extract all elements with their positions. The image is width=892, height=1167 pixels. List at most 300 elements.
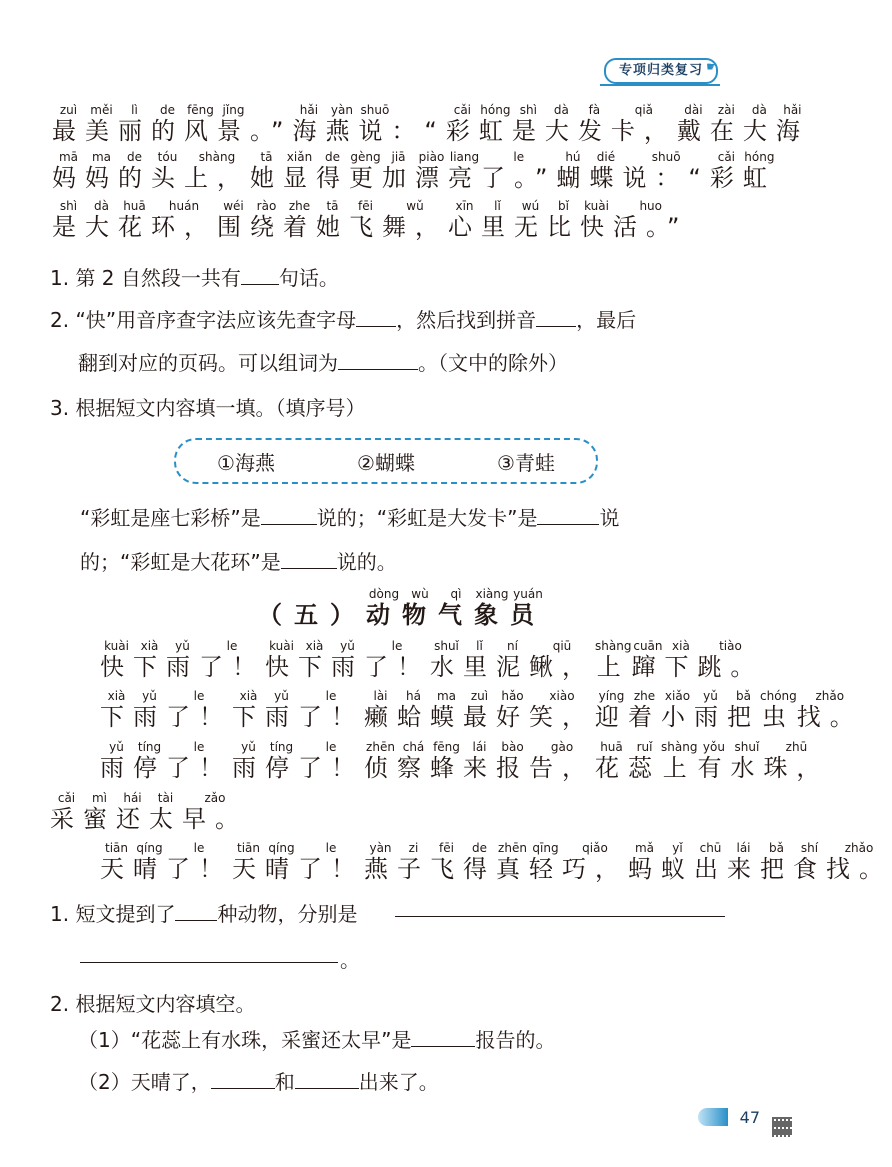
- hanzi-with-pinyin: 找。zhǎo: [796, 689, 863, 731]
- pinyin: huā: [595, 740, 628, 754]
- hanzi-with-pinyin: 大dà: [742, 103, 776, 145]
- pinyin: jiā: [382, 150, 415, 164]
- pinyin: yǒu: [697, 740, 731, 754]
- hanzi-with-pinyin: 虹hóng: [478, 103, 512, 145]
- pinyin: huo: [613, 199, 689, 213]
- hanzi-with-pinyin: 环，huán: [151, 199, 217, 241]
- hanzi-with-pinyin: 了！le: [298, 841, 364, 883]
- pointing-hand-icon: ☛: [706, 60, 718, 75]
- pinyin: xià: [664, 639, 698, 653]
- hanzi-with-pinyin: 花huā: [595, 740, 628, 782]
- pinyin: qīng: [529, 841, 562, 855]
- pinyin: xiǎo: [661, 689, 694, 703]
- header-divider: [600, 84, 720, 86]
- pinyin: shì: [52, 199, 85, 213]
- hanzi-with-pinyin: 绕rào: [250, 199, 283, 241]
- hanzi-with-pinyin: 蝴hú: [556, 150, 590, 192]
- hanzi-with-pinyin: 下xià: [100, 689, 133, 731]
- pinyin: mǎ: [628, 841, 661, 855]
- pinyin: zuì: [52, 103, 85, 117]
- pinyin: xiǎn: [283, 150, 316, 164]
- hanzi-with-pinyin: 。”: [250, 117, 293, 145]
- poem-line-1: [100, 639, 764, 681]
- pinyin: chū: [694, 841, 727, 855]
- pinyin: zhe: [283, 199, 316, 213]
- pinyin: qíng: [133, 841, 166, 855]
- hanzi-with-pinyin: 丽lì: [118, 103, 151, 145]
- hanzi-with-pinyin: 气qì: [438, 587, 474, 629]
- question-3: 3. 根据短文内容填一填。（填序号）: [50, 396, 366, 420]
- answer-blank[interactable]: [281, 550, 337, 569]
- hanzi-with-pinyin: 大dà: [85, 199, 118, 241]
- hanzi-with-pinyin: 虫chóng: [760, 689, 797, 731]
- pinyin: tiān: [232, 841, 265, 855]
- pinyin: tā: [316, 199, 349, 213]
- hanzi-with-pinyin: 水shuǐ: [730, 740, 764, 782]
- pinyin: zhēn: [364, 740, 397, 754]
- hanzi-with-pinyin: 了！le: [298, 740, 364, 782]
- pinyin: xiào: [529, 689, 595, 703]
- pinyin: huā: [118, 199, 151, 213]
- pinyin: tā: [250, 150, 283, 164]
- pinyin: tiào: [697, 639, 764, 653]
- pinyin: yǔ: [133, 689, 166, 703]
- pinyin: kuài: [265, 639, 298, 653]
- hanzi-with-pinyin: 子zi: [397, 841, 430, 883]
- hanzi-with-pinyin: ：“: [391, 117, 446, 145]
- hanzi-with-pinyin: 得de: [316, 150, 349, 192]
- pinyin: shuō: [622, 150, 710, 164]
- hanzi-with-pinyin: 珠，zhū: [763, 740, 830, 782]
- pinyin: mì: [83, 791, 116, 805]
- pinyin: ma: [85, 150, 118, 164]
- pinyin: zhe: [628, 689, 661, 703]
- pinyin: le: [481, 150, 557, 164]
- section-5-title: [258, 588, 546, 630]
- pinyin: tiān: [100, 841, 133, 855]
- hanzi-with-pinyin: 下xià: [298, 639, 331, 681]
- pinyin: cǎi: [50, 791, 83, 805]
- hanzi-with-pinyin: 雨yǔ: [331, 639, 364, 681]
- pinyin: měi: [85, 103, 118, 117]
- hanzi-with-pinyin: 泥ní: [496, 639, 529, 681]
- hanzi-with-pinyin: 告，gào: [529, 740, 595, 782]
- pinyin: dié: [589, 150, 623, 164]
- hanzi-with-pinyin: 风fēng: [184, 103, 217, 145]
- pinyin: hái: [116, 791, 149, 805]
- pinyin: cuān: [631, 639, 665, 653]
- pinyin: zài: [709, 103, 743, 117]
- pinyin: yǔ: [694, 689, 727, 703]
- pinyin: zhǎo: [796, 689, 863, 703]
- pinyin: yǔ: [166, 639, 199, 653]
- pinyin: shàng: [661, 740, 698, 754]
- pinyin: le: [166, 841, 232, 855]
- poem-line-2: [100, 689, 863, 731]
- hanzi-with-pinyin: 了。”le: [481, 150, 557, 192]
- pinyin: lái: [463, 740, 496, 754]
- answer-line[interactable]: [395, 916, 725, 917]
- pinyin: yǔ: [100, 740, 133, 754]
- pinyin: le: [166, 689, 232, 703]
- pinyin: cǎi: [709, 150, 743, 164]
- hanzi-with-pinyin: 发fà: [577, 103, 611, 145]
- fill-line-2: 的；“彩虹是大花环”是 说的。: [80, 550, 397, 574]
- hanzi-with-pinyin: 妈ma: [85, 150, 118, 192]
- pinyin: piào: [415, 150, 448, 164]
- poem-line-5: [100, 841, 892, 883]
- pinyin: yǔ: [265, 689, 298, 703]
- pinyin: yàn: [364, 841, 397, 855]
- hanzi-with-pinyin: 蟆ma: [430, 689, 463, 731]
- hanzi-with-pinyin: 停tíng: [133, 740, 166, 782]
- pinyin: mā: [52, 150, 85, 164]
- pinyin: kuài: [580, 199, 613, 213]
- answer-blank[interactable]: [295, 1070, 359, 1089]
- hanzi-with-pinyin: 停tíng: [265, 740, 298, 782]
- pinyin: há: [397, 689, 430, 703]
- hanzi-with-pinyin: 迎yíng: [595, 689, 628, 731]
- hanzi-with-pinyin: 上shàng: [661, 740, 698, 782]
- hanzi-with-pinyin: 是shì: [511, 103, 545, 145]
- pinyin: de: [463, 841, 496, 855]
- hanzi-with-pinyin: 蹿cuān: [631, 639, 665, 681]
- hanzi-with-pinyin: 说：“shuō: [622, 150, 710, 192]
- hanzi-with-pinyin: 采cǎi: [50, 791, 83, 833]
- hanzi-with-pinyin: 彩cǎi: [445, 103, 479, 145]
- pinyin: cǎi: [445, 103, 479, 117]
- hanzi-with-pinyin: 虹hóng: [742, 150, 776, 192]
- answer-blank[interactable]: [411, 1028, 475, 1047]
- answer-blank[interactable]: [356, 308, 396, 327]
- hanzi-with-pinyin: 天tiān: [100, 841, 133, 883]
- pinyin: hǎo: [496, 689, 529, 703]
- hanzi-with-pinyin: 上，shàng: [184, 150, 250, 192]
- answer-blank[interactable]: [175, 902, 217, 921]
- fill-line-1: “彩虹是座七彩桥”是 说的；“彩虹是大发卡”是 说: [80, 506, 620, 530]
- hanzi-with-pinyin: 蕊ruǐ: [628, 740, 661, 782]
- hanzi-with-pinyin: 里lǐ: [481, 199, 514, 241]
- hanzi-with-pinyin: 雨yǔ: [232, 740, 265, 782]
- hanzi-with-pinyin: 了！le: [166, 689, 232, 731]
- pinyin: fēi: [430, 841, 463, 855]
- hanzi-with-pinyin: 是shì: [52, 199, 85, 241]
- pinyin: wéi: [217, 199, 250, 213]
- hanzi-with-pinyin: 围wéi: [217, 199, 250, 241]
- hanzi-with-pinyin: 把bǎ: [727, 689, 760, 731]
- hanzi-with-pinyin: 漂piào: [415, 150, 448, 192]
- pinyin: qiǎ: [610, 103, 677, 117]
- hanzi-with-pinyin: 景jǐng: [217, 103, 250, 145]
- pinyin: zǎo: [182, 791, 248, 805]
- pinyin: hǎi: [775, 103, 809, 117]
- pinyin: gèng: [349, 150, 382, 164]
- hanzi-with-pinyin: 更gèng: [349, 150, 382, 192]
- option-frog: ③青蛙: [497, 450, 555, 475]
- hanzi-with-pinyin: 里lǐ: [463, 639, 496, 681]
- hanzi-with-pinyin: 食shí: [793, 841, 826, 883]
- hanzi-with-pinyin: 晴qíng: [265, 841, 298, 883]
- hanzi-with-pinyin: 戴dài: [676, 103, 710, 145]
- hanzi-with-pinyin: 上shàng: [595, 639, 632, 681]
- hanzi-with-pinyin: 她tā: [250, 150, 283, 192]
- hanzi-with-pinyin: 雨yǔ: [133, 689, 166, 731]
- pinyin: hóng: [742, 150, 776, 164]
- hanzi-with-pinyin: 了！le: [364, 639, 430, 681]
- pinyin: lǐ: [463, 639, 496, 653]
- hanzi-with-pinyin: 出chū: [694, 841, 727, 883]
- pinyin: shàng: [595, 639, 632, 653]
- hanzi-with-pinyin: 加jiā: [382, 150, 415, 192]
- hanzi-with-pinyin: 燕yàn: [325, 103, 359, 145]
- hanzi-with-pinyin: 来lái: [727, 841, 760, 883]
- answer-blank[interactable]: [211, 1070, 275, 1089]
- pinyin: dà: [742, 103, 776, 117]
- hanzi-with-pinyin: 蜜mì: [83, 791, 116, 833]
- hanzi-with-pinyin: 雨yǔ: [265, 689, 298, 731]
- hanzi-with-pinyin: 早。zǎo: [182, 791, 248, 833]
- pinyin: hǎi: [292, 103, 326, 117]
- section-5-question-2: 2. 根据短文内容填空。: [50, 992, 256, 1016]
- hanzi-with-pinyin: 下xià: [133, 639, 166, 681]
- hanzi-with-pinyin: 了！le: [166, 841, 232, 883]
- pinyin: chá: [397, 740, 430, 754]
- pinyin: qíng: [265, 841, 298, 855]
- hanzi-with-pinyin: 把bǎ: [760, 841, 793, 883]
- pinyin: jǐng: [217, 103, 250, 117]
- pinyin: chóng: [760, 689, 797, 703]
- hanzi-with-pinyin: 笑，xiào: [529, 689, 595, 731]
- pinyin: de: [151, 103, 184, 117]
- hanzi-with-pinyin: 得de: [463, 841, 496, 883]
- hanzi-with-pinyin: 报bào: [496, 740, 529, 782]
- hanzi-with-pinyin: 最zuì: [463, 689, 496, 731]
- pinyin: qiǎo: [562, 841, 628, 855]
- pinyin: bǎ: [760, 841, 793, 855]
- hanzi-with-pinyin: 着zhe: [283, 199, 316, 241]
- hanzi-with-pinyin: 有yǒu: [697, 740, 731, 782]
- hanzi-with-pinyin: 的de: [118, 150, 151, 192]
- hanzi-with-pinyin: （五）: [258, 601, 366, 629]
- pinyin: de: [316, 150, 349, 164]
- hanzi-with-pinyin: 巧，qiǎo: [562, 841, 628, 883]
- hanzi-with-pinyin: 无wú: [514, 199, 547, 241]
- section-badge: 专项归类复习: [604, 58, 718, 84]
- passage-line-3: [52, 199, 689, 241]
- hanzi-with-pinyin: 心xīn: [448, 199, 481, 241]
- hanzi-with-pinyin: 轻qīng: [529, 841, 562, 883]
- pinyin: le: [199, 639, 265, 653]
- hanzi-with-pinyin: 下xià: [232, 689, 265, 731]
- hanzi-with-pinyin: 快kuài: [580, 199, 613, 241]
- passage-line-2: [52, 150, 776, 192]
- pinyin: yǔ: [232, 740, 265, 754]
- hanzi-with-pinyin: 飞fēi: [430, 841, 463, 883]
- hanzi-with-pinyin: 头tóu: [151, 150, 184, 192]
- hanzi-with-pinyin: 燕yàn: [364, 841, 397, 883]
- pinyin: bǐ: [547, 199, 580, 213]
- poem-line-4: [50, 791, 248, 833]
- pinyin: yuán: [510, 587, 546, 601]
- question-2-line-2: 翻到对应的页码。可以组词为 。（文中的除外）: [78, 351, 568, 375]
- pinyin: xià: [100, 689, 133, 703]
- hanzi-with-pinyin: 好hǎo: [496, 689, 529, 731]
- pinyin: yíng: [595, 689, 628, 703]
- pinyin: le: [298, 740, 364, 754]
- pinyin: xià: [298, 639, 331, 653]
- hanzi-with-pinyin: 舞，wǔ: [382, 199, 448, 241]
- pinyin: qì: [438, 587, 474, 601]
- hanzi-with-pinyin: 海hǎi: [292, 103, 326, 145]
- pinyin: hú: [556, 150, 590, 164]
- hanzi-with-pinyin: 来lái: [463, 740, 496, 782]
- pinyin: huán: [151, 199, 217, 213]
- answer-blank[interactable]: [536, 308, 576, 327]
- hanzi-with-pinyin: 鳅，qiū: [529, 639, 595, 681]
- pinyin: lì: [118, 103, 151, 117]
- pinyin: kuài: [100, 639, 133, 653]
- hanzi-with-pinyin: 她tā: [316, 199, 349, 241]
- hanzi-with-pinyin: 象xiàng: [474, 587, 510, 629]
- pinyin: tíng: [265, 740, 298, 754]
- pinyin: zhǎo: [826, 841, 892, 855]
- hanzi-with-pinyin: 下xià: [664, 639, 698, 681]
- hanzi-with-pinyin: 卡，qiǎ: [610, 103, 677, 145]
- hanzi-with-pinyin: 天tiān: [232, 841, 265, 883]
- answer-line[interactable]: [80, 962, 338, 963]
- pinyin: xīn: [448, 199, 481, 213]
- option-butterfly: ②蝴蝶: [357, 450, 415, 475]
- question-1: 1. 第 2 自然段一共有 句话。: [50, 266, 339, 290]
- pinyin: zhū: [763, 740, 830, 754]
- pinyin: bào: [496, 740, 529, 754]
- hanzi-with-pinyin: 海hǎi: [775, 103, 809, 145]
- hanzi-with-pinyin: 大dà: [544, 103, 578, 145]
- option-sea-swallow: ①海燕: [217, 450, 275, 475]
- pinyin: dà: [85, 199, 118, 213]
- hanzi-with-pinyin: 在zài: [709, 103, 743, 145]
- pinyin: yǐ: [661, 841, 694, 855]
- pinyin: de: [118, 150, 151, 164]
- hanzi-with-pinyin: 蚁yǐ: [661, 841, 694, 883]
- answer-blank[interactable]: [537, 506, 599, 525]
- pinyin: fà: [577, 103, 611, 117]
- pinyin: le: [166, 740, 232, 754]
- answer-blank[interactable]: [241, 266, 279, 285]
- pinyin: bǎ: [727, 689, 760, 703]
- pinyin: qiū: [529, 639, 595, 653]
- hanzi-with-pinyin: 了！le: [166, 740, 232, 782]
- pinyin: gào: [529, 740, 595, 754]
- answer-blank[interactable]: [261, 506, 317, 525]
- hanzi-with-pinyin: 太tài: [149, 791, 182, 833]
- hanzi-with-pinyin: 美měi: [85, 103, 118, 145]
- pinyin: shì: [511, 103, 545, 117]
- pinyin: zuì: [463, 689, 496, 703]
- pinyin: wǔ: [382, 199, 448, 213]
- hanzi-with-pinyin: 物wù: [402, 587, 438, 629]
- qr-code-icon: [772, 1117, 792, 1137]
- hanzi-with-pinyin: 小xiǎo: [661, 689, 694, 731]
- pinyin: tài: [149, 791, 182, 805]
- hanzi-with-pinyin: 找。zhǎo: [826, 841, 892, 883]
- sub-question-1: （1）“花蕊上有水珠，采蜜还太早”是 报告的。: [78, 1028, 556, 1052]
- pinyin: zi: [397, 841, 430, 855]
- pinyin: shàng: [184, 150, 250, 164]
- sub-question-2: （2）天晴了， 和 出来了。: [78, 1070, 439, 1094]
- pinyin: ní: [496, 639, 529, 653]
- hanzi-with-pinyin: 快kuài: [265, 639, 298, 681]
- pinyin: lǐ: [481, 199, 514, 213]
- pinyin: ma: [430, 689, 463, 703]
- hanzi-with-pinyin: 最zuì: [52, 103, 85, 145]
- hanzi-with-pinyin: 雨yǔ: [166, 639, 199, 681]
- hanzi-with-pinyin: 蝶dié: [589, 150, 623, 192]
- hanzi-with-pinyin: 说shuō: [358, 103, 392, 145]
- pinyin: rào: [250, 199, 283, 213]
- hanzi-with-pinyin: 了！le: [298, 689, 364, 731]
- pinyin: lài: [364, 689, 397, 703]
- period: 。: [340, 948, 360, 972]
- hanzi-with-pinyin: 比bǐ: [547, 199, 580, 241]
- pinyin: shuǐ: [430, 639, 463, 653]
- pinyin: fēng: [430, 740, 463, 754]
- hanzi-with-pinyin: 快kuài: [100, 639, 133, 681]
- hanzi-with-pinyin: 真zhēn: [496, 841, 529, 883]
- pinyin: fēi: [349, 199, 382, 213]
- section-5-question-1: 1. 短文提到了 种动物，分别是: [50, 902, 358, 926]
- pinyin: liang: [448, 150, 481, 164]
- pinyin: dòng: [366, 587, 402, 601]
- hanzi-with-pinyin: 彩cǎi: [709, 150, 743, 192]
- pinyin: wú: [514, 199, 547, 213]
- hanzi-with-pinyin: 的de: [151, 103, 184, 145]
- pinyin: zhēn: [496, 841, 529, 855]
- hanzi-with-pinyin: 活。”huo: [613, 199, 689, 241]
- options-box: [174, 438, 598, 484]
- hanzi-with-pinyin: 亮liang: [448, 150, 481, 192]
- hanzi-with-pinyin: 还hái: [116, 791, 149, 833]
- answer-blank[interactable]: [338, 351, 418, 370]
- hanzi-with-pinyin: 蚂mǎ: [628, 841, 661, 883]
- hanzi-with-pinyin: 雨yǔ: [100, 740, 133, 782]
- pinyin: hóng: [478, 103, 512, 117]
- passage-line-1: [52, 103, 809, 145]
- hanzi-with-pinyin: 水shuǐ: [430, 639, 463, 681]
- pinyin: shí: [793, 841, 826, 855]
- pinyin: xià: [133, 639, 166, 653]
- hanzi-with-pinyin: 蜂fēng: [430, 740, 463, 782]
- pinyin: lái: [727, 841, 760, 855]
- pinyin: le: [298, 841, 364, 855]
- hanzi-with-pinyin: 花huā: [118, 199, 151, 241]
- pinyin: fēng: [184, 103, 217, 117]
- hanzi-with-pinyin: 癞lài: [364, 689, 397, 731]
- pinyin: le: [298, 689, 364, 703]
- hanzi-with-pinyin: 察chá: [397, 740, 430, 782]
- pinyin: xià: [232, 689, 265, 703]
- pinyin: shuō: [358, 103, 392, 117]
- hanzi-with-pinyin: 了！le: [199, 639, 265, 681]
- pinyin: shuǐ: [730, 740, 764, 754]
- pinyin: yǔ: [331, 639, 364, 653]
- pinyin: yàn: [325, 103, 359, 117]
- pinyin: dài: [676, 103, 710, 117]
- pinyin: xiàng: [474, 587, 510, 601]
- hanzi-with-pinyin: 蛤há: [397, 689, 430, 731]
- hanzi-with-pinyin: 雨yǔ: [694, 689, 727, 731]
- pinyin: tíng: [133, 740, 166, 754]
